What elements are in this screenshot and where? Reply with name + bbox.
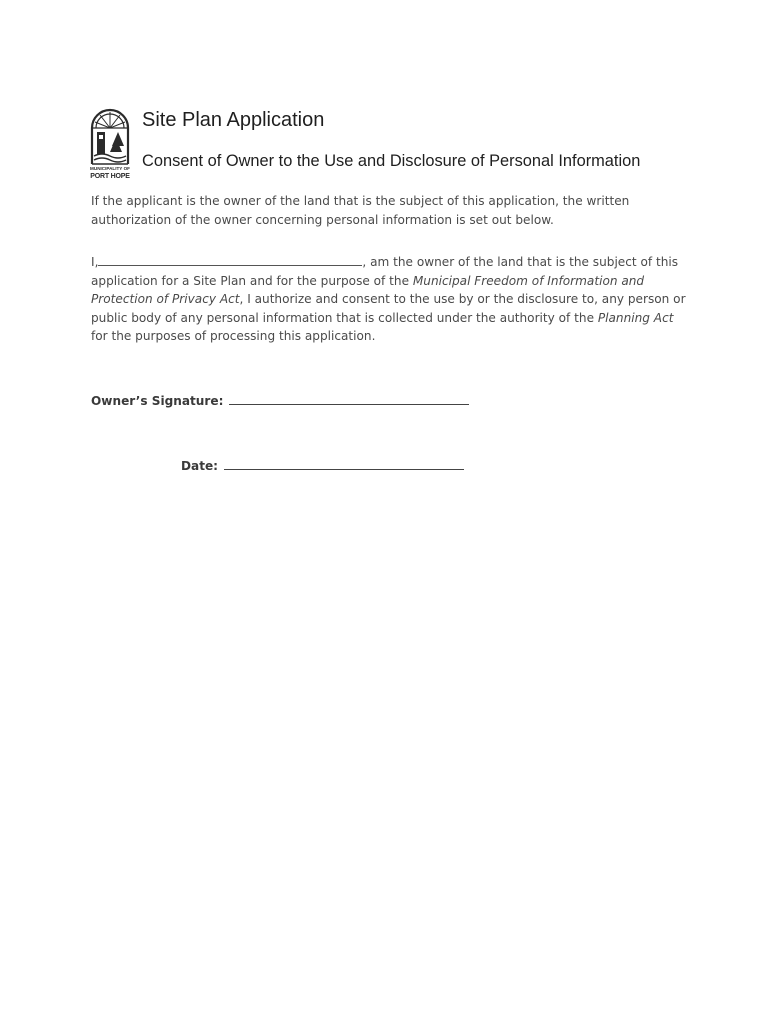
page-subtitle: Consent of Owner to the Use and Disclosure of Personal Information [142,152,641,170]
municipality-logo [88,106,132,182]
logo-text-port-hope: PORT HOPE [90,173,130,180]
signature-row [91,392,469,408]
signature-field[interactable] [229,392,469,405]
date-field[interactable] [224,457,464,470]
consent-text-1: , am the owner of the land that is the subject of this application for a Site Plan and for the purpose of the [91,255,679,288]
consent-text-2: , I authorize and consent to the use by or the disclosure to, any person or public body of any personal information that is collected under the authority of the [91,292,686,325]
signature-label: Owner’s Signature: [91,394,224,408]
date-label: Date: [181,459,219,473]
port-hope-crest-icon [88,106,132,166]
consent-text-3: for the purposes of processing this application. [91,329,376,343]
consent-prefix: I, [91,255,99,269]
act-name-planning: Planning Act [597,310,674,325]
intro-paragraph: If the applicant is the owner of the land that is the subject of this application, the written authorization of the owner concerning personal information is set out below. [91,194,630,227]
act-name-mfippa: Municipal Freedom of Information and Protection of Privacy Act [91,273,645,306]
consent-paragraph [91,253,691,346]
page-title: Site Plan Application [142,109,325,131]
owner-name-field[interactable] [98,255,362,266]
logo-text-municipality: MUNICIPALITY OF [90,166,130,171]
date-row [181,457,464,473]
